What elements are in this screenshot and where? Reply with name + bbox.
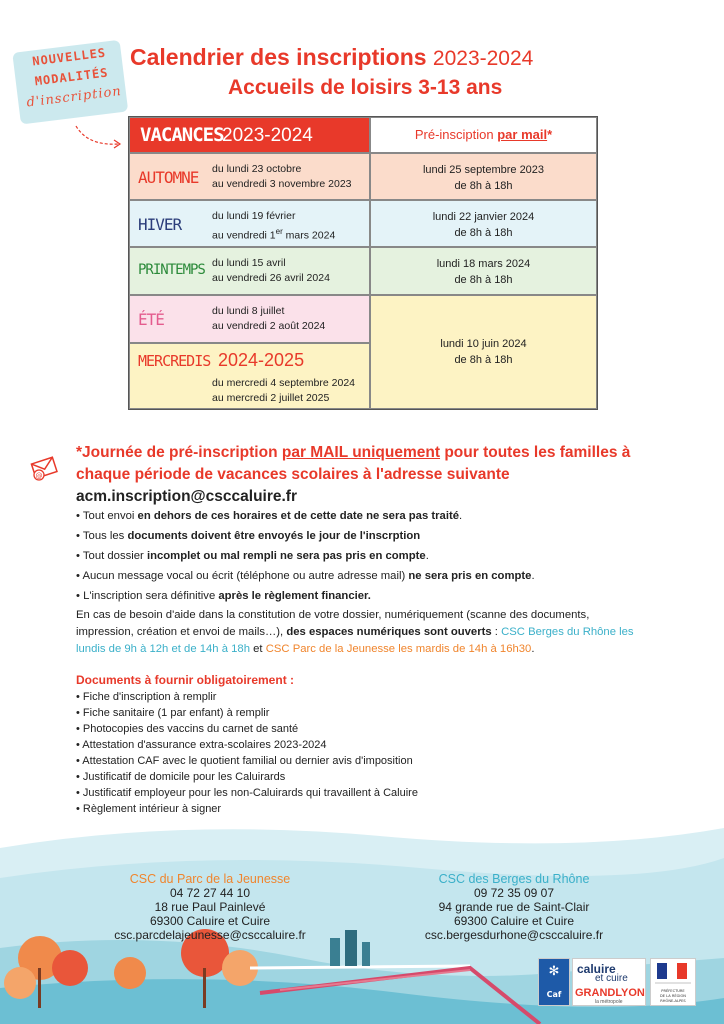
season-hiver: HIVER (138, 215, 182, 234)
pre-date: lundi 10 juin 2024 (440, 338, 527, 350)
pre-ete-mercredis (370, 295, 597, 409)
list-item: • Photocopies des vaccins du carnet de santé (76, 723, 299, 735)
svg-text:@: @ (35, 472, 43, 480)
pre-hours: de 8h à 18h (454, 274, 513, 286)
registration-email-link[interactable]: acm.inscription@csccaluire.fr (76, 488, 298, 505)
row-automne (129, 153, 370, 200)
center-street: 18 rue Paul Painlevé (154, 900, 266, 914)
season-printemps: PRINTEMPS (138, 262, 205, 278)
logo-grandlyon: GRANDLYON (575, 987, 645, 999)
header-vacances (129, 117, 370, 153)
intro-part1: *Journée de pré-inscription (76, 444, 282, 461)
center-street: 94 grande rue de Saint-Clair (438, 900, 590, 914)
season-mercredis: MERCREDIS (138, 352, 211, 370)
row-printemps (129, 247, 370, 295)
dashed-arrow-icon (74, 122, 124, 152)
calendar-table (128, 116, 598, 410)
pre-date: lundi 18 mars 2024 (436, 258, 531, 270)
title-year: 2023-2024 (432, 47, 534, 70)
season-automne: AUTOMNE (138, 168, 199, 187)
pre-automne (370, 153, 597, 200)
help-paragraph: En cas de besoin d'aide dans la constitution de votre dossier, numériquement (scanne des documents, impression, création et envoi de mails…), des espaces numériques sont ouverts : CSC Berges du Rhône les lundis de 9h à 12h et de 14h à 18h et CSC Parc de la Jeunesse les mardis de 14h à 16h30. (76, 609, 634, 655)
date-to-sup: er (275, 227, 283, 236)
list-item: • Justificatif employeur pour les non-Caluirards qui travaillent à Caluire (76, 787, 418, 799)
page-title (130, 44, 533, 71)
dates-mercredis (212, 376, 355, 406)
center-email[interactable]: csc.parcdelajeunesse@csccaluire.fr (114, 928, 306, 942)
pre-date: lundi 22 janvier 2024 (432, 211, 535, 223)
header-preinscription-label: Pré-insciption (414, 127, 494, 142)
date-from: du lundi 15 avril (212, 257, 286, 269)
rule-5: • L'inscription sera définitive après le règlement financier. (76, 590, 371, 602)
dates-printemps (212, 256, 330, 286)
header-star: * (547, 127, 553, 142)
dates-hiver (212, 209, 335, 244)
intro-part2: pour toutes les familles à chaque période de vacances scolaires à l'adresse suivante (76, 444, 631, 483)
svg-text:DE LA RÉGION: DE LA RÉGION (660, 994, 686, 998)
date-to: au vendredi 2 août 2024 (212, 320, 326, 332)
title-main: Calendrier des inscriptions (130, 44, 427, 70)
header-vacances-label: VACANCES (140, 124, 224, 146)
center-phone[interactable]: 04 72 27 44 10 (169, 886, 251, 900)
center-parc-jeunesse (100, 872, 320, 942)
center-city: 69300 Caluire et Cuire (453, 914, 575, 928)
svg-text:Caf: Caf (546, 990, 562, 999)
center-name: CSC des Berges du Rhône (438, 872, 590, 886)
center-berges-rhone (404, 872, 624, 942)
date-from: du lundi 23 octobre (212, 163, 302, 175)
badge-line1: NOUVELLES (31, 45, 107, 69)
rule-2: • Tous les documents doivent être envoyés le jour de l'inscrption (76, 530, 421, 542)
badge-line3: d'inscription (25, 83, 123, 111)
row-mercredis (129, 343, 370, 409)
date-from: du mercredi 4 septembre 2024 (212, 377, 355, 389)
caf-logo (538, 958, 570, 1006)
new-modalities-badge (12, 34, 131, 127)
documents-heading: Documents à fournir obligatoirement : (76, 673, 295, 687)
caluire-grandlyon-logo (572, 958, 646, 1006)
documents-list (76, 672, 536, 817)
svg-text:✻: ✻ (548, 964, 560, 979)
center-phone[interactable]: 09 72 35 09 07 (473, 886, 555, 900)
prefecture-logo (650, 958, 696, 1006)
date-from: du lundi 8 juillet (212, 305, 285, 317)
logo-caluire: caluire (577, 962, 616, 976)
list-item: • Fiche sanitaire (1 par enfant) à remplir (76, 707, 270, 719)
rules-list (76, 506, 646, 658)
header-vacances-year: 2023-2024 (222, 125, 313, 146)
dates-automne (212, 162, 352, 192)
badge-line2: MODALITÉS (34, 65, 110, 89)
pre-hours: de 8h à 18h (454, 354, 513, 366)
intro-underlined: par MAIL uniquement (281, 444, 441, 461)
row-hiver (129, 200, 370, 247)
svg-text:RHÔNE-ALPES: RHÔNE-ALPES (660, 999, 686, 1003)
center-email[interactable]: csc.bergesdurhone@csccaluire.fr (424, 928, 604, 942)
season-mercredis-year: 2024-2025 (218, 350, 305, 370)
list-item: • Fiche d'inscription à remplir (76, 691, 217, 703)
season-ete: ÉTÉ (138, 310, 164, 329)
pre-hiver (370, 200, 597, 247)
page-subtitle: Accueils de loisirs 3-13 ans (228, 76, 503, 99)
date-to (212, 224, 335, 244)
list-item: • Attestation CAF avec le quotient familial ou dernier avis d'imposition (76, 755, 413, 767)
date-to: au vendredi 26 avril 2024 (212, 272, 330, 284)
header-par-mail: par mail (497, 127, 548, 142)
dates-ete (212, 304, 325, 334)
date-to-pre: au vendredi 1 (212, 229, 276, 242)
date-to-post: mars 2024 (282, 229, 336, 242)
svg-text:PRÉFECTURE: PRÉFECTURE (661, 989, 685, 993)
center-city: 69300 Caluire et Cuire (149, 914, 271, 928)
preinscription-intro (76, 442, 636, 508)
logo-cuire: et cuire (595, 973, 628, 984)
row-ete (129, 295, 370, 343)
list-item: • Attestation d'assurance extra-scolaires 2023-2024 (76, 739, 327, 751)
date-from: du lundi 19 février (212, 210, 296, 222)
list-item: • Justificatif de domicile pour les Caluirards (76, 771, 286, 783)
pre-printemps (370, 247, 597, 295)
center-name: CSC du Parc de la Jeunesse (129, 872, 291, 886)
date-to: au mercredi 2 juillet 2025 (212, 392, 330, 404)
rule-1: • Tout envoi en dehors de ces horaires et de cette date ne sera pas traité. (76, 510, 463, 522)
envelope-at-icon (30, 452, 60, 482)
pre-hours: de 8h à 18h (454, 180, 513, 192)
rule-4: • Aucun message vocal ou écrit (téléphone ou autre adresse mail) ne sera pris en compte. (76, 570, 535, 582)
pre-hours: de 8h à 18h (454, 227, 513, 239)
rule-3: • Tout dossier incomplet ou mal rempli ne sera pas pris en compte. (76, 550, 429, 562)
header-preinscription (370, 117, 597, 153)
pre-date: lundi 25 septembre 2023 (422, 164, 545, 176)
list-item: • Règlement intérieur à signer (76, 803, 222, 815)
date-to: au vendredi 3 novembre 2023 (212, 178, 352, 190)
logo-metropole: la métropole (595, 999, 623, 1005)
